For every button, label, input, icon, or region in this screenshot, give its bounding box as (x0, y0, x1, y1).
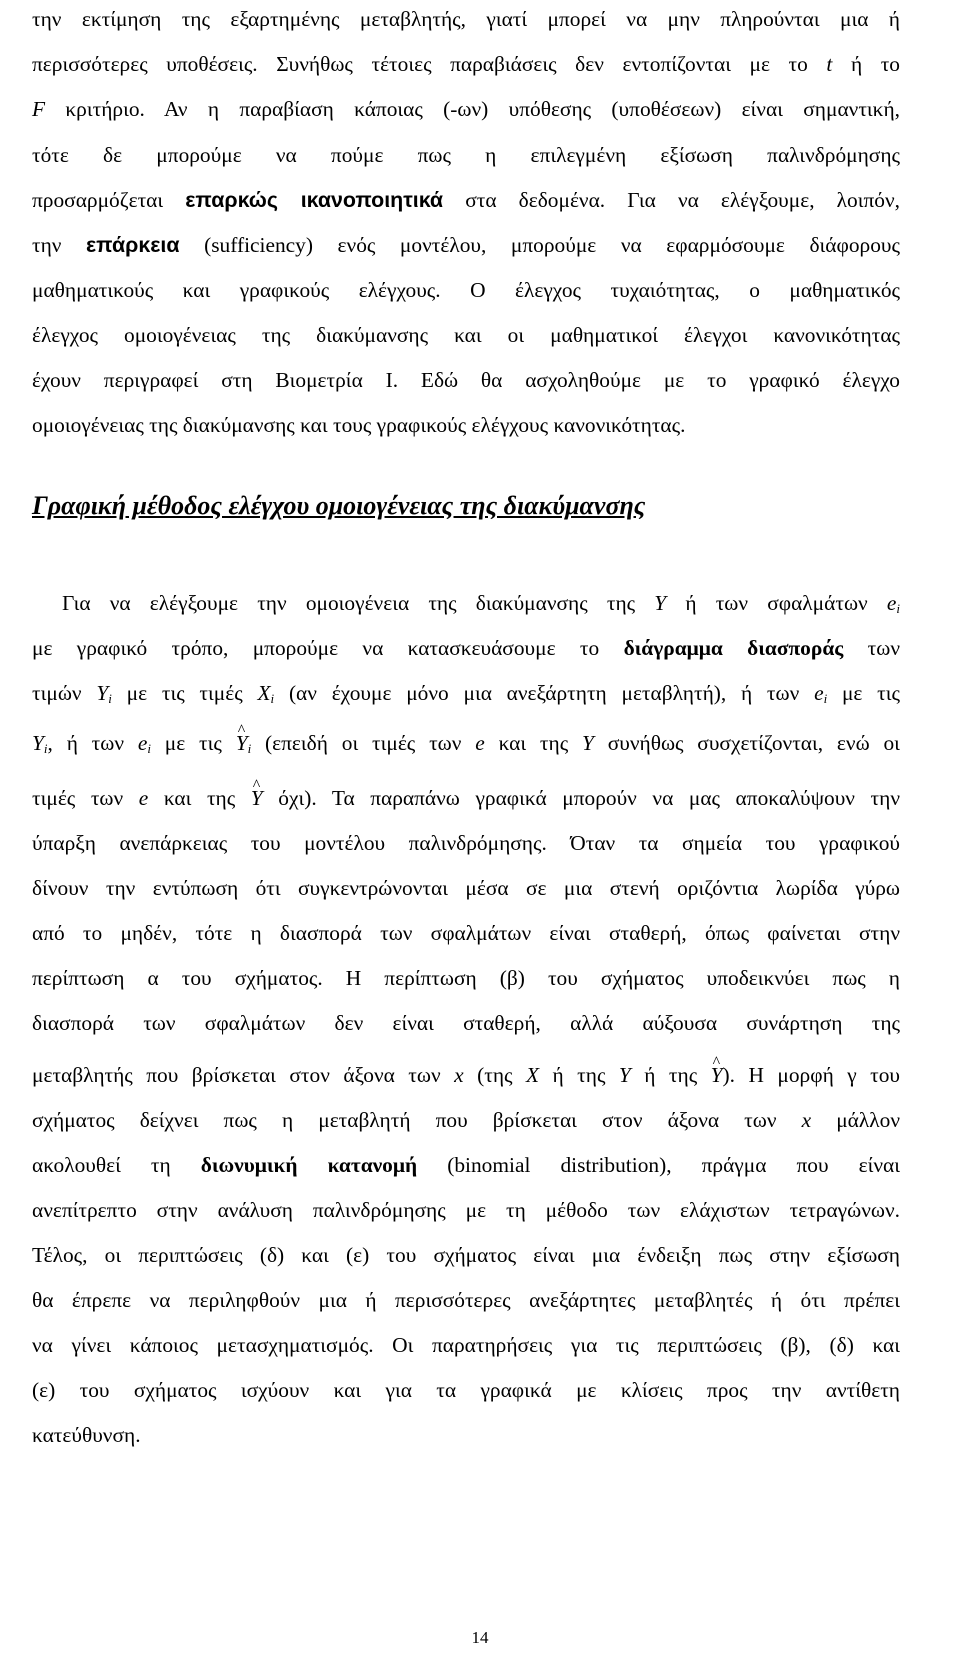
text-line: ανεπίτρεπτο στην ανάλυση παλινδρόμησης με τη μέθοδο των ελάχιστων τετραγώνων. (32, 1198, 900, 1222)
text-line: την επάρκεια (sufficiency) ενός μοντέλου, μπορούμε να εφαρμόσουμε διάφορους (32, 233, 900, 257)
text-line: τιμές των e και της ^ Y όχι). Τα παραπάνω γραφικά μπορούν να μας αποκαλύψουν την (32, 783, 900, 813)
text-line: περίπτωση α του σχήματος. Η περίπτωση (β) του σχήματος υποδεικνύει πως η (32, 966, 900, 990)
text-line: μαθηματικούς και γραφικούς ελέγχους. Ο έλεγχος τυχαιότητας, ο μαθηματικός (32, 278, 900, 302)
text-line: προσαρμόζεται επαρκώς ικανοποιητικά στα δεδομένα. Για να ελέγξουμε, λοιπόν, (32, 188, 900, 212)
text-line: την εκτίμηση της εξαρτημένης μεταβλητής, γιατί μπορεί να μην πληρούνται μια ή (32, 7, 900, 31)
text-line: δίνουν την εντύπωση ότι συγκεντρώνονται μέσα σε μια στενή οριζόντια λωρίδα γύρω (32, 876, 900, 900)
text-line: μεταβλητής που βρίσκεται στον άξονα των x (της X ή της Y ή της ^ Y). Η μορφή γ του (32, 1060, 900, 1090)
text-line: ομοιογένειας της διακύμανσης και τους γραφικούς ελέγχους κανονικότητας. (32, 413, 686, 437)
text-line: Τέλος, οι περιπτώσεις (δ) και (ε) του σχήματος είναι μια ένδειξη πως στην εξίσωση (32, 1243, 900, 1267)
text-line: θα έπρεπε να περιληφθούν μια ή περισσότερες ανεξάρτητες μεταβλητές ή ότι πρέπει (32, 1288, 900, 1312)
text-line: κατεύθυνση. (32, 1423, 141, 1447)
section-heading: Γραφική μέθοδος ελέγχου ομοιογένειας της διακύμανσης (32, 491, 646, 520)
y-hat-symbol: ^ Y (711, 1060, 723, 1090)
text-line: τιμών $Y_i$ με τις τιμές $X_i$ (αν έχουμε μόνο μια ανεξάρτητη μεταβλητή), ή των $e_i$ με τις (32, 681, 900, 706)
text-line: έλεγχος ομοιογένειας της διακύμανσης και οι μαθηματικοί έλεγχοι κανονικότητας (32, 323, 900, 347)
bold-term: επάρκεια (86, 233, 180, 257)
bold-term: επαρκώς ικανοποιητικά (185, 188, 444, 212)
text-line: $Y_i$, ή των $e_i$ με τις ^ $Y_i$ (επειδή οι τιμές των e και της Y συνήθως συσχετίζονται, ενώ οι (32, 728, 900, 758)
text-line: Για να ελέγξουμε την ομοιογένεια της διακύμανσης της Y ή των σφαλμάτων $e_i$ (62, 591, 900, 616)
text-line: ύπαρξη ανεπάρκειας του μοντέλου παλινδρόμησης. Όταν τα σημεία του γραφικού (32, 831, 900, 855)
text-line: (ε) του σχήματος ισχύουν και για τα γραφικά με κλίσεις προς την αντίθετη (32, 1378, 900, 1402)
text-line: διασπορά των σφαλμάτων δεν είναι σταθερή, αλλά αύξουσα συνάρτηση της (32, 1011, 900, 1035)
text-line: τότε δε μπορούμε να πούμε πως η επιλεγμένη εξίσωση παλινδρόμησης (32, 143, 900, 167)
text-line: περισσότερες υποθέσεις. Συνήθως τέτοιες παραβιάσεις δεν εντοπίζονται με το t ή το (32, 52, 900, 76)
y-hat-symbol: ^ Y (236, 728, 248, 758)
bold-term: διωνυμική κατανομή (200, 1153, 418, 1177)
text-line: να γίνει κάποιος μετασχηματισμός. Οι παρατηρήσεις για τις περιπτώσεις (β), (δ) και (32, 1333, 900, 1357)
y-hat-symbol: ^ Y (251, 783, 263, 813)
text-line: έχουν περιγραφεί στη Βιομετρία Ι. Εδώ θα ασχοληθούμε με το γραφικό έλεγχο (32, 368, 900, 392)
text-line: με γραφικό τρόπο, μπορούμε να κατασκευάσουμε το διάγραμμα διασποράς των (32, 636, 900, 660)
text-line: F κριτήριο. Αν η παραβίαση κάποιας (-ων) υπόθεσης (υποθέσεων) είναι σημαντική, (32, 97, 900, 121)
text-line: σχήματος δείχνει πως η μεταβλητή που βρίσκεται στον άξονα των x μάλλον (32, 1108, 901, 1132)
text-line: από το μηδέν, τότε η διασπορά των σφαλμάτων είναι σταθερή, όπως φαίνεται στην (32, 921, 900, 945)
bold-term: διάγραμμα διασποράς (623, 636, 844, 660)
text-line: ακολουθεί τη διωνυμική κατανομή (binomial distribution), πράγμα που είναι (32, 1153, 900, 1177)
page-number: 14 (471, 1628, 489, 1647)
